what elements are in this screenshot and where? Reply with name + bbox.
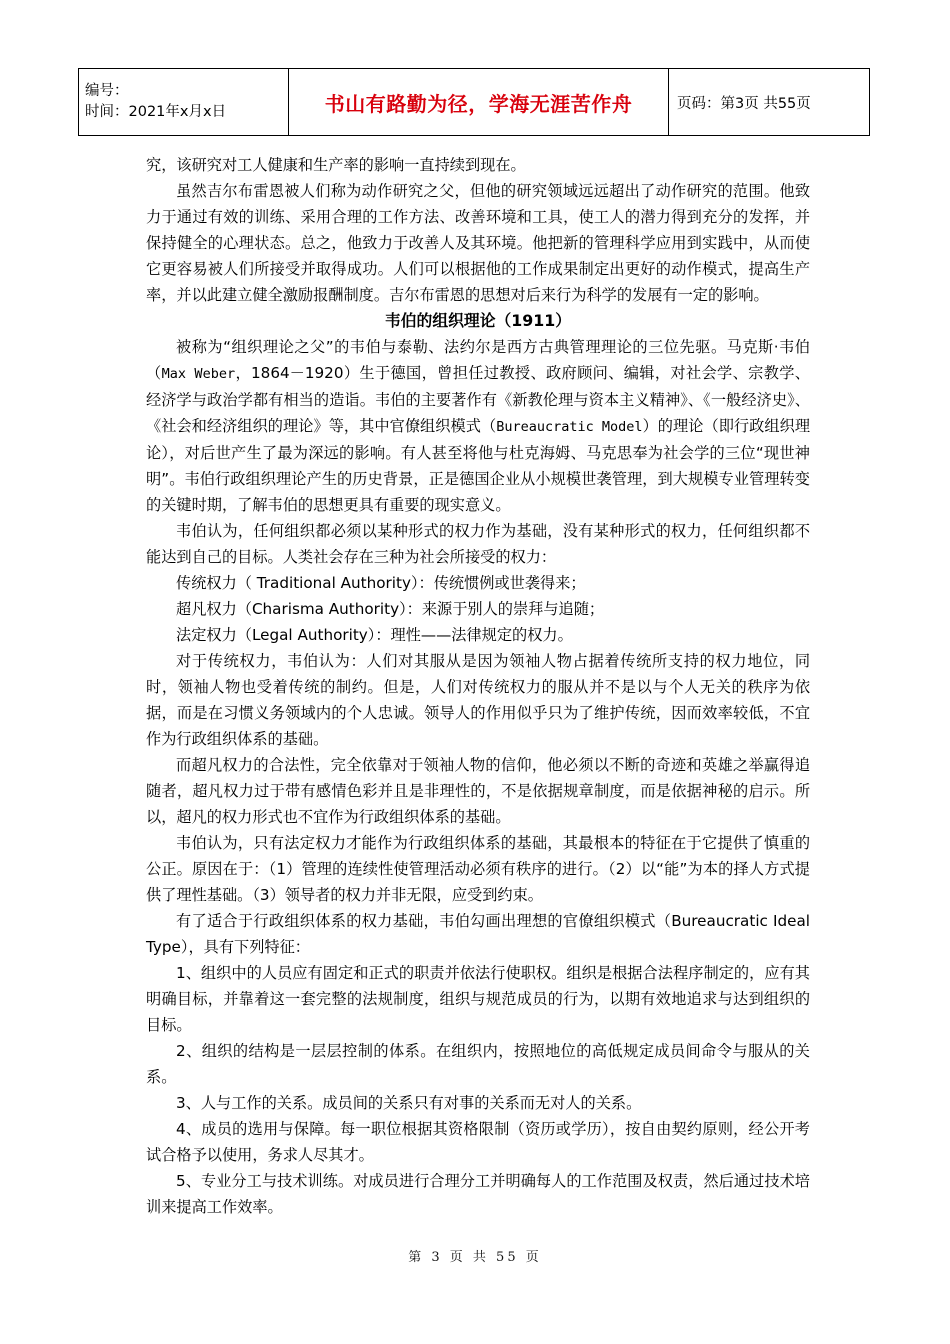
section-title: 韦伯的组织理论（1911）: [384, 311, 572, 330]
header-meta: [79, 69, 289, 136]
paragraph: 究，该研究对工人健康和生产率的影响一直持续到现在。: [146, 156, 526, 174]
name-latin: Max Weber: [161, 366, 236, 382]
list-item: 1、组织中的人员应有固定和正式的职责并依法行使职权。组织是根据合法程序制定的，应有其明确目标，并靠着这一套完整的法规制度，组织与规范成员的行为，以期有效地追求与达到组织的目标。: [146, 964, 810, 1034]
page-footer: 第 3 页 共 55 页: [408, 1250, 542, 1265]
list-item: 3、人与工作的关系。成员间的关系只有对事的关系而无对人的关系。: [176, 1094, 642, 1112]
list-item: 5、专业分工与技术训练。对成员进行合理分工并明确每人的工作范围及权责，然后通过技术培训来提高工作效率。: [146, 1172, 810, 1216]
paragraph: 韦伯认为，只有法定权力才能作为行政组织体系的基础，其最根本的特征在于它提供了慎重的公正。原因在于：（1）管理的连续性使管理活动必须有秩序的进行。（2）以“能”为本的择人方式提供了理性基础。（3）领导者的权力并非无限，应受到约束。: [146, 834, 810, 904]
header-page-label: 页码：第3页 共55页: [669, 69, 870, 136]
date-label: 时间：2021年x月x日: [85, 104, 227, 120]
list-item: 传统权力（ Traditional Authority）：传统惯例或世袭得来；: [176, 574, 586, 592]
paragraph: [146, 334, 810, 518]
number-label: 编号：: [85, 83, 129, 99]
list-item: 4、成员的选用与保障。每一职位根据其资格限制（资历或学历），按自由契约原则，经公开考试合格予以使用，务求人尽其才。: [146, 1120, 810, 1164]
paragraph: 而超凡权力的合法性，完全依靠对于领袖人物的信仰，他必须以不断的奇迹和英雄之举赢得追随者，超凡权力过于带有感情色彩并且是非理性的，不是依据规章制度，而是依据神秘的启示。所以，超凡的权力形式也不宜作为行政组织体系的基础。: [146, 756, 810, 826]
paragraph-text: ）的理论（即行政组织理论），对后世产生了最为深远的影响。有人甚至将他与杜克海姆、马克思奉为社会学的三位“现世神明”。韦伯行政组织理论产生的历史背景，正是德国企业从小规模世袭管理，到大规模专业管理转变的关键时期，了解韦伯的思想更具有重要的现实意义。: [146, 417, 811, 514]
document-body: [146, 152, 810, 1220]
paragraph: 虽然吉尔布雷恩被人们称为动作研究之父，但他的研究领域远远超出了动作研究的范围。他致力于通过有效的训练、采用合理的工作方法、改善环境和工具，使工人的潜力得到充分的发挥，并保持健全的心理状态。总之，他致力于改善人及其环境。他把新的管理科学应用到实践中，从而使它更容易被人们所接受并取得成功。人们可以根据他的工作成果制定出更好的动作模式，提高生产率，并以此建立健全激励报酬制度。吉尔布雷恩的思想对后来行为科学的发展有一定的影响。: [146, 182, 810, 304]
paragraph: 韦伯认为，任何组织都必须以某种形式的权力作为基础，没有某种形式的权力，任何组织都不能达到自己的目标。人类社会存在三种为社会所接受的权力：: [146, 522, 810, 566]
term-latin: Bureaucratic Model: [496, 419, 643, 435]
list-item: 超凡权力（Charisma Authority）：来源于别人的崇拜与追随；: [176, 600, 605, 618]
paragraph-text: ，1864－1920）生于德国，曾担任过教授、政府顾问、编辑，对社会学、宗教学、经济学与政治学都有相当的造诣。韦伯的主要著作有《新教伦理与资本主义精神》、《一般经济史》、《社会和经济组织的理论》等，其中官僚组织模式（: [146, 364, 810, 435]
paragraph: 对于传统权力，韦伯认为：人们对其服从是因为领袖人物占据着传统所支持的权力地位，同时，领袖人物也受着传统的制约。但是，人们对传统权力的服从并不是以与个人无关的秩序为依据，而是在习惯义务领域内的个人忠诚。领导人的作用似乎只为了维护传统，因而效率较低，不宜作为行政组织体系的基础。: [146, 652, 810, 748]
paragraph-text: 被称为“组织理论之父”的韦伯与泰勒、法约尔是西方古典管理理论的三位先驱。马克斯·韦伯（: [146, 338, 810, 382]
list-item: 2、组织的结构是一层层控制的体系。在组织内，按照地位的高低规定成员间命令与服从的关系。: [146, 1042, 810, 1086]
header-motto: 书山有路勤为径，学海无涯苦作舟: [289, 69, 669, 136]
paragraph: 有了适合于行政组织体系的权力基础，韦伯勾画出理想的官僚组织模式（Bureaucratic Ideal Type），具有下列特征：: [146, 912, 810, 956]
list-item: 法定权力（Legal Authority）：理性——法律规定的权力。: [176, 626, 573, 644]
document-header: [78, 68, 870, 136]
